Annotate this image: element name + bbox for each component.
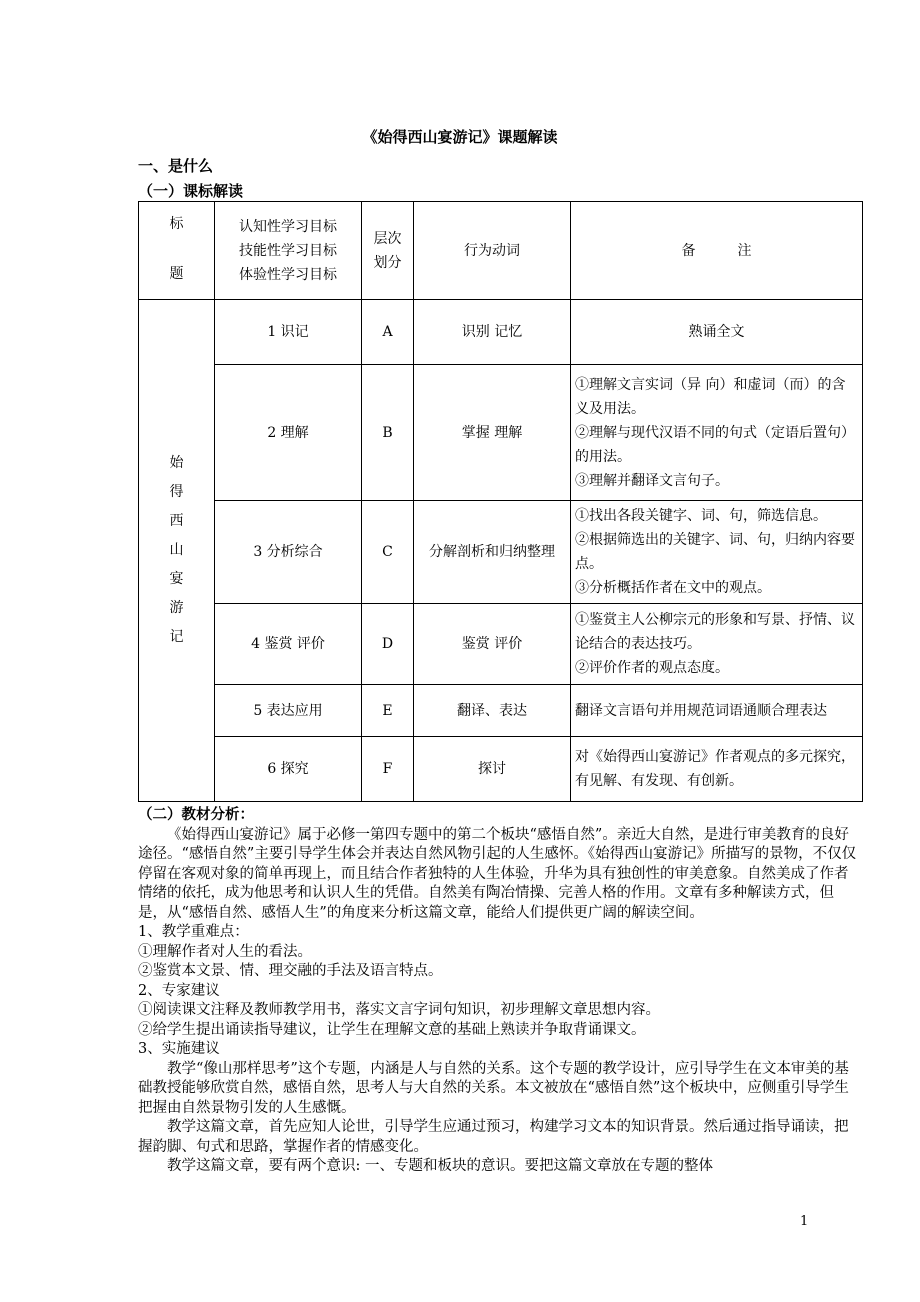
list-item: ②给学生提出诵读指导建议，让学生在理解文意的基础上熟读并争取背诵课文。	[138, 1021, 646, 1038]
subheading: 3、实施建议	[138, 1041, 220, 1057]
goal-cell: 4 鉴赏 评价	[215, 604, 362, 685]
heading-1: 一、是什么	[138, 157, 214, 175]
header-verb: 行为动词	[414, 202, 571, 300]
note-line: ③分析概括作者在文中的观点。	[575, 580, 771, 596]
verb-cell: 掌握 理解	[414, 365, 571, 501]
level-cell: F	[362, 737, 414, 802]
header-goal-2: 技能性学习目标	[239, 242, 337, 259]
verb-cell: 探讨	[414, 737, 571, 802]
section-heading: （二）教材分析：	[138, 807, 254, 823]
document-title: 《始得西山宴游记》课题解读	[362, 128, 558, 146]
subject-char: 宴	[169, 571, 184, 587]
goal-cell: 2 理解	[215, 365, 362, 501]
level-cell: E	[362, 685, 414, 737]
level-cell: D	[362, 604, 414, 685]
table-row	[139, 604, 863, 685]
note-line: ②根据筛选出的关键字、词、句，归纳内容要点。	[575, 532, 855, 572]
paragraph: 教学“像山那样思考”这个专题，内涵是人与自然的关系。这个专题的教学设计，应引导学生在文本审美的基础教授能够欣赏自然，感悟自然，思考人与大自然的关系。本文被放在“感悟自然”这个板块中，应侧重引导学生把握由自然景物引发的人生感慨。	[138, 1060, 849, 1116]
note-line: ②理解与现代汉语不同的句式（定语后置句）的用法。	[575, 424, 855, 465]
goal-cell: 6 探究	[215, 737, 362, 802]
header-goal-1: 认知性学习目标	[239, 218, 337, 235]
level-cell: C	[362, 501, 414, 604]
note-line: ①鉴赏主人公柳宗元的形象和写景、抒情、议论结合的表达技巧。	[575, 612, 855, 652]
list-item: ①理解作者对人生的看法。	[138, 943, 312, 960]
header-level-2: 划分	[373, 254, 402, 271]
table-row	[139, 365, 863, 501]
paragraph: 《始得西山宴游记》属于必修一第四专题中的第二个板块“感悟自然”。亲近大自然，是进行审美教育的良好途径。“感悟自然”主要引导学生体会并表达自然风物引起的人生感怀。《始得西山宴游记》所描写的景物，不仅仅停留在客观对象的简单再现上，而且结合作者独特的人生体验，升华为具有独创性的审美意象。自然美成了作者情绪的依托，成为他思考和认识人生的凭借。自然美有陶冶情操、完善人格的作用。文章有多种解读方式，但是，从“感悟自然、感悟人生”的角度来分析这篇文章，能给人们提供更广阔的解读空间。	[138, 826, 857, 921]
heading-2: （一）课标解读	[138, 182, 244, 200]
header-subject-1: 标	[169, 216, 184, 232]
note-line: ①找出各段关键字、词、句，筛选信息。	[575, 508, 827, 524]
verb-cell: 分解剖析和归纳整理	[414, 501, 571, 604]
subheading: 2、专家建议	[138, 982, 220, 999]
level-cell: B	[362, 365, 414, 501]
subject-char: 山	[169, 542, 184, 558]
subject-char: 得	[169, 484, 184, 500]
note-line: ②评价作者的观点态度。	[575, 660, 729, 676]
note-cell	[571, 365, 863, 501]
header-goal-3: 体验性学习目标	[239, 266, 337, 283]
curriculum-table	[138, 201, 863, 802]
note-cell: 熟诵全文	[571, 300, 863, 365]
note-cell: 翻译文言语句并用规范词语通顺合理表达	[571, 685, 863, 737]
table-row	[139, 685, 863, 737]
subject-char: 记	[169, 629, 184, 645]
table-row	[139, 737, 863, 802]
note-line: ①理解文言实词（异 向）和虚词（而）的含义及用法。	[575, 376, 846, 417]
paragraph: 教学这篇文章，首先应知人论世，引导学生应通过预习，构建学习文本的知识背景。然后通过指导诵读，把握韵脚、句式和思路，掌握作者的情感变化。	[138, 1119, 849, 1155]
subject-cell	[139, 300, 215, 802]
analysis-section	[138, 806, 860, 1177]
note-cell	[571, 604, 863, 685]
verb-cell: 鉴赏 评价	[414, 604, 571, 685]
note-cell: 对《始得西山宴游记》作者观点的多元探究，有见解、有发现、有创新。	[571, 737, 863, 802]
header-goals	[215, 202, 362, 300]
subheading: 1、教学重难点：	[138, 924, 249, 940]
goal-cell: 1 识记	[215, 300, 362, 365]
verb-cell: 识别 记忆	[414, 300, 571, 365]
header-note: 备 注	[571, 202, 863, 300]
verb-cell: 翻译、表达	[414, 685, 571, 737]
paragraph: 教学这篇文章，要有两个意识: 一、专题和板块的意识。要把这篇文章放在专题的整体	[167, 1158, 713, 1174]
list-item: ①阅读课文注释及教师教学用书，落实文言字词句知识，初步理解文章思想内容。	[138, 1002, 660, 1018]
header-level	[362, 202, 414, 300]
level-cell: A	[362, 300, 414, 365]
subject-char: 游	[169, 600, 184, 616]
list-item: ②鉴赏本文景、情、理交融的手法及语言特点。	[138, 963, 443, 979]
header-subject-2: 题	[169, 266, 184, 282]
table-row	[139, 300, 863, 365]
page-number: 1	[800, 1214, 809, 1229]
table-header-row	[139, 202, 863, 300]
goal-cell: 3 分析综合	[215, 501, 362, 604]
header-subject	[139, 202, 215, 300]
goal-cell: 5 表达应用	[215, 685, 362, 737]
note-line: ③理解并翻译文言句子。	[575, 472, 729, 489]
subject-char: 始	[169, 455, 184, 471]
table-row	[139, 501, 863, 604]
note-cell	[571, 501, 863, 604]
header-level-1: 层次	[373, 230, 402, 247]
subject-char: 西	[169, 513, 184, 529]
